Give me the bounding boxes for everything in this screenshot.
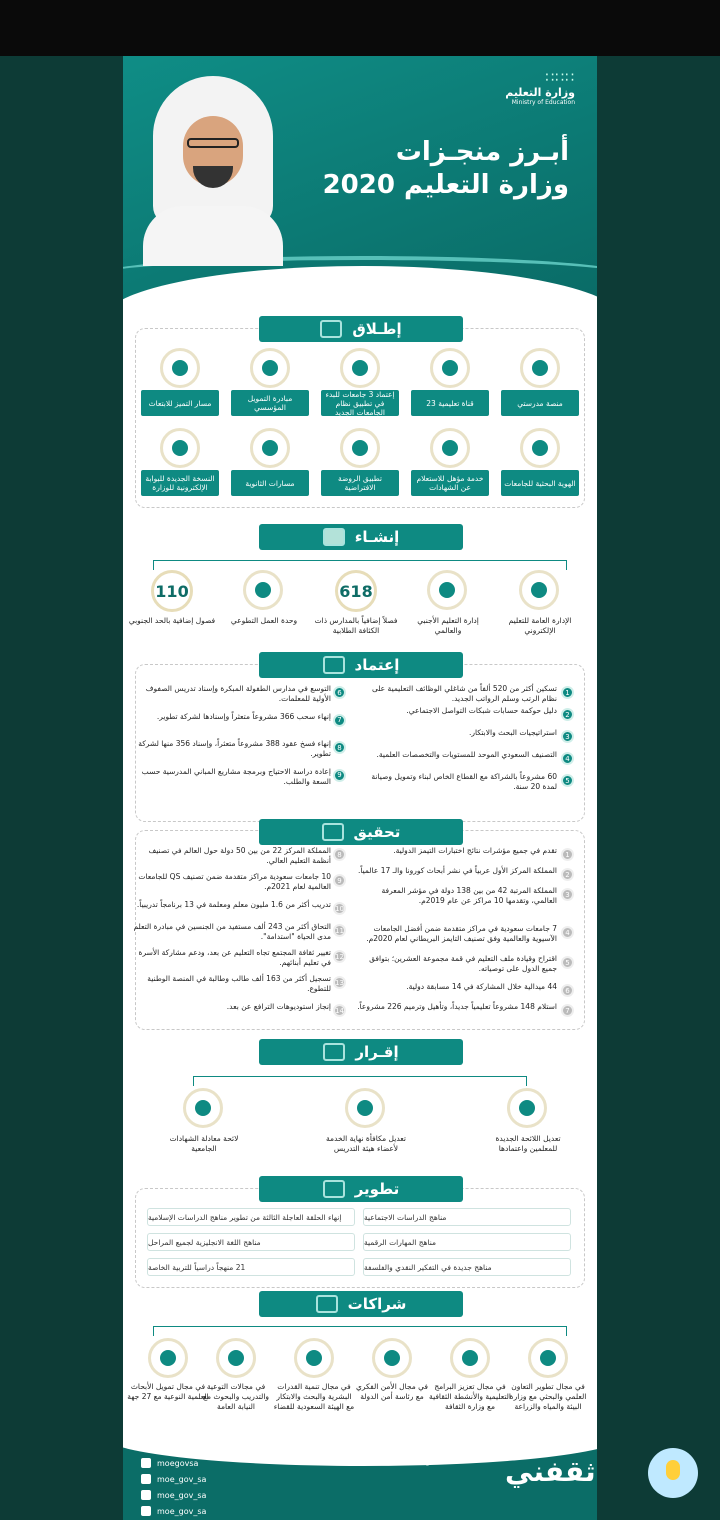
number-bullet: 7 (561, 1004, 574, 1017)
list-item: استراتيجيات البحث والابتكار. (468, 728, 557, 737)
logo-text-ar: وزارة التعليم (505, 86, 575, 99)
list-item: استلام 148 مشروعاً تعليمياً جديداً، وتأهيل وترميم 226 مشروعاً. (357, 1002, 557, 1011)
list-item: تغيير ثقافة المجتمع تجاه التعليم عن بعد، ودعم مشاركة الأسرة في تعليم أبنائهم. (138, 948, 331, 968)
gears-icon (320, 320, 342, 338)
number-bullet: 10 (333, 902, 346, 915)
document-edit-icon (345, 1088, 385, 1128)
list-item: 60 مشروعاً بالشراكة مع القطاع الخاص لبناء وتمويل وصيانة لمدة 20 سنة. (371, 772, 557, 792)
page-title (323, 136, 569, 201)
create-item-label: فصول إضافية بالحد الجنوبي (128, 616, 216, 625)
acknowledge-item-label: لائحة معادلة الشهادات الجامعية (169, 1134, 239, 1153)
acknowledge-item-label: تعديل مكافأة نهاية الخدمة لأعضاء هيئة التدريس (326, 1134, 406, 1153)
number-bullet: 11 (333, 924, 346, 937)
banner-title: تحقيق (353, 823, 401, 841)
logo-text-en: Ministry of Education (511, 99, 575, 106)
partner-item-label: في مجالات التوعية والتدريب والبحوث مع النيابة العامة (202, 1382, 270, 1411)
list-item: دليل حوكمة حسابات شبكات التواصل الاجتماعي. (406, 706, 557, 715)
number-bullet: 4 (561, 752, 574, 765)
banner-achieve (259, 819, 463, 845)
banner-title: إعتماد (354, 656, 400, 674)
banner-title: إقـرار (355, 1043, 399, 1061)
launch-item-label: مبادرة التمويل المؤسسي (231, 390, 309, 416)
curriculum-item: مناهج المهارات الرقمية (363, 1233, 571, 1251)
list-item: تسجيل أكثر من 163 ألف طالب وطالبة في المنصة الوطنية للتطوع. (147, 974, 331, 994)
whiteboard-icon (323, 1180, 345, 1198)
document-list-icon (507, 1088, 547, 1128)
number-bullet: 5 (561, 774, 574, 787)
list-item: إنجاز استوديوهات الترافع عن بعد. (226, 1002, 331, 1011)
create-item-label: وحدة العمل التطوعي (230, 616, 298, 625)
partners-connector (153, 1326, 567, 1336)
satellite-dish-icon (430, 348, 470, 388)
twitter-icon (141, 1474, 151, 1484)
partner-item-label: في مجال تنمية القدرات البشرية والبحث والابتكار مع الهيئة السعودية للقضاء (273, 1382, 355, 1411)
number-bullet: 13 (333, 976, 346, 989)
minister-photo (143, 66, 283, 256)
partner-item-label: في مجال تعزيز البرامج التعليمية والأنشطة الثقافية مع وزارة الثقافة (429, 1382, 511, 1411)
judiciary-icon (294, 1338, 334, 1378)
number-bullet: 3 (561, 730, 574, 743)
number-bullet: 7 (333, 714, 346, 727)
launch-item-label: النسخة الجديدة للبوابة الإلكترونية للوزارة (141, 470, 219, 496)
banner-title: إنشـاء (354, 528, 400, 546)
list-item: 44 ميدالية خلال المشاركة في 14 مسابقة دولية. (406, 982, 557, 991)
ministry-logo (505, 70, 575, 106)
list-item: تقدم في جميع مؤشرات نتائج اختبارات التيمز الدولية. (393, 846, 557, 855)
create-item-label: الإدارة العامة للتعليم الإلكتروني (508, 616, 572, 635)
graduation-cap-icon (340, 348, 380, 388)
buildings-icon (243, 570, 283, 610)
facebook-link[interactable]: moegovsa (141, 1458, 198, 1468)
list-item: التصنيف السعودي الموحد للمستويات والتخصصات العلمية. (376, 750, 557, 759)
number-bullet: 6 (561, 984, 574, 997)
list-item: المملكة المرتبة 42 من بين 138 دولة في مؤشر المعرفة العالمي، وتقدمها 10 مراكز عن عام 2019م. (381, 886, 557, 906)
create-item-label: فصلاً إضافياً بالمدارس ذات الكثافة الطلابية (314, 616, 398, 635)
banner-launch (259, 316, 463, 342)
curriculum-item: مناهج الدراسات الاجتماعية (363, 1208, 571, 1226)
instagram-icon (141, 1490, 151, 1500)
side-margin-left (0, 56, 123, 1520)
number-bullet: 2 (561, 868, 574, 881)
create-item-label: إدارة التعليم الأجنبي والعالمي (417, 616, 479, 635)
number-bullet: 6 (333, 686, 346, 699)
launch-item-label: 23 قناة تعليمية (411, 390, 489, 416)
side-margin-right (597, 56, 720, 1520)
handshake-icon (316, 1295, 338, 1313)
youtube-icon (141, 1506, 151, 1516)
lightbulb-icon (648, 1448, 698, 1498)
list-item: إعادة دراسة الاحتياج وبرمجة مشاريع المباني المدرسية حسب السعة والطلب. (141, 766, 331, 786)
checkbox-icon (323, 1043, 345, 1061)
launch-item-label: الهوية البحثية للجامعات (501, 470, 579, 496)
number-bullet: 8 (333, 848, 346, 861)
acknowledge-connector (193, 1076, 527, 1086)
list-item: 10 جامعات سعودية مراكز متقدمة ضمن تصنيف QS للجامعات العالمية لعام 2021م. (138, 872, 331, 892)
curriculum-item: مناهج اللغة الانجليزية لجميع المراحل (147, 1233, 355, 1251)
banner-approve (259, 652, 463, 678)
create-connector (153, 560, 567, 570)
number-bullet: 1 (561, 686, 574, 699)
curriculum-item: إنهاء الحلقة العاجلة الثالثة من تطوير مناهج الدراسات الإسلامية (147, 1208, 355, 1226)
youtube-link[interactable]: moe_gov_sa (141, 1506, 206, 1516)
stat-number: 110 (151, 570, 193, 612)
monitor-icon (520, 348, 560, 388)
curriculum-item: مناهج جديدة في التفكير النقدي والفلسفة (363, 1258, 571, 1276)
number-bullet: 3 (561, 888, 574, 901)
list-item: إنهاء سحب 366 مشروعاً متعثراً وإسنادها لشركة تطوير. (156, 711, 331, 721)
banner-title: إطـلاق (352, 320, 402, 338)
title-line-2: وزارة التعليم 2020 (322, 169, 569, 200)
list-item: المملكة المركز 22 من بين 50 دولة حول العالم في تصنيف أنظمة التعليم العالي. (148, 846, 331, 866)
number-bullet: 1 (561, 848, 574, 861)
facebook-icon (141, 1458, 151, 1468)
launch-item-label: إعتماد 3 جامعات للبدء في تطبيق نظام الجامعات الجديد (321, 390, 399, 416)
curriculum-item: 21 منهجاً دراسياً للتربية الخاصة (147, 1258, 355, 1276)
security-icon (372, 1338, 412, 1378)
list-item: 7 جامعات سعودية في مراكز متقدمة ضمن أفضل الجامعات الآسيوية والعالمية وفق تصنيف التايمز البريطاني لعام 2020م. (366, 924, 557, 944)
banner-acknowledge (259, 1039, 463, 1065)
list-item: اقتراح وقيادة ملف التعليم في قمة مجموعة العشرين؛ بتوافق جميع الدول على توصياته. (369, 954, 557, 974)
list-item: تسكين أكثر من 520 ألفاً من شاغلي الوظائف التعليمية على نظام الرتب وسلم الرواتب الجديد. (371, 684, 557, 704)
launch-item-label: مسارات الثانوية (231, 470, 309, 496)
microscope-icon (520, 428, 560, 468)
stat-number: 618 (335, 570, 377, 612)
number-bullet: 9 (333, 874, 346, 887)
search-document-icon (430, 428, 470, 468)
banner-title: تطوير (354, 1180, 400, 1198)
culture-ministry-icon (450, 1338, 490, 1378)
website-icon (160, 428, 200, 468)
list-item: التحاق أكثر من 243 ألف مستفيد من الجنسين في مبادرة التعلم مدى الحياة "استدامة". (133, 922, 331, 942)
approval-icon (323, 656, 345, 674)
number-bullet: 14 (333, 1004, 346, 1017)
launch-item-label: مسار التميز للابتعاث (141, 390, 219, 416)
partner-item-label: في مجال تطوير التعاون العلمي والبحثي مع وزارة البيئة والمياه والزراعة (509, 1382, 587, 1411)
banner-create (259, 524, 463, 550)
funding-icon (148, 1338, 188, 1378)
banner-title: شراكات (347, 1295, 407, 1313)
number-bullet: 5 (561, 956, 574, 969)
launch-item-label: تطبيق الروضة الافتراضية (321, 470, 399, 496)
twitter-link[interactable]: moe_gov_sa (141, 1474, 206, 1484)
list-item: تدريب أكثر من 1.6 مليون معلم ومعلمة في 13 برنامجاً تدريبياً. (136, 900, 331, 909)
number-bullet: 9 (333, 769, 346, 782)
number-bullet: 4 (561, 926, 574, 939)
number-bullet: 8 (333, 741, 346, 754)
kindergarten-icon (340, 428, 380, 468)
launch-item-label: خدمة مؤهل للاستعلام عن الشهادات (411, 470, 489, 496)
partner-item-label: في مجال الأمن الفكري مع رئاسة أمن الدولة (356, 1382, 428, 1401)
logo-dots-icon: ∷∷∷ (545, 70, 575, 86)
instagram-link[interactable]: moe_gov_sa (141, 1490, 206, 1500)
certificate-doc-icon (183, 1088, 223, 1128)
hero-header (123, 56, 597, 306)
pyramid-icon (323, 528, 345, 546)
infographic (123, 56, 597, 1520)
list-item: المملكة المركز الأول عربياً في نشر أبحاث كورونا والـ 17 عالمياً. (358, 866, 557, 875)
launch-item-label: منصة مدرستي (501, 390, 579, 416)
chart-icon (322, 823, 344, 841)
watermark-text: ثقفني (505, 1455, 596, 1488)
certificate-icon (160, 348, 200, 388)
banner-develop (259, 1176, 463, 1202)
number-bullet: 2 (561, 708, 574, 721)
website-link[interactable]: moe.gov.sa (405, 1457, 451, 1466)
ministry-emblem-icon (528, 1338, 568, 1378)
coins-icon (250, 348, 290, 388)
building-icon (427, 570, 467, 610)
list-item: التوسع في مدارس الطفولة المبكرة وإسناد تدريس الصفوف الأولية للمعلمات. (145, 684, 331, 704)
elearning-icon (519, 570, 559, 610)
partner-item-label: في مجال تمويل الأبحاث العلمية النوعية مع 27 جهة (127, 1382, 209, 1401)
title-line-1: أبـرز منجـزات (395, 137, 569, 167)
acknowledge-item-label: تعديل اللائحة الجديدة للمعلمين واعتمادها (495, 1134, 561, 1153)
paths-icon (250, 428, 290, 468)
scales-icon (216, 1338, 256, 1378)
banner-partners (259, 1291, 463, 1317)
number-bullet: 12 (333, 950, 346, 963)
list-item: إنهاء فسخ عقود 388 مشروعاً متعثراً، وإسناد 356 منها لشركة تطوير. (138, 739, 331, 759)
status-bar (0, 0, 720, 56)
